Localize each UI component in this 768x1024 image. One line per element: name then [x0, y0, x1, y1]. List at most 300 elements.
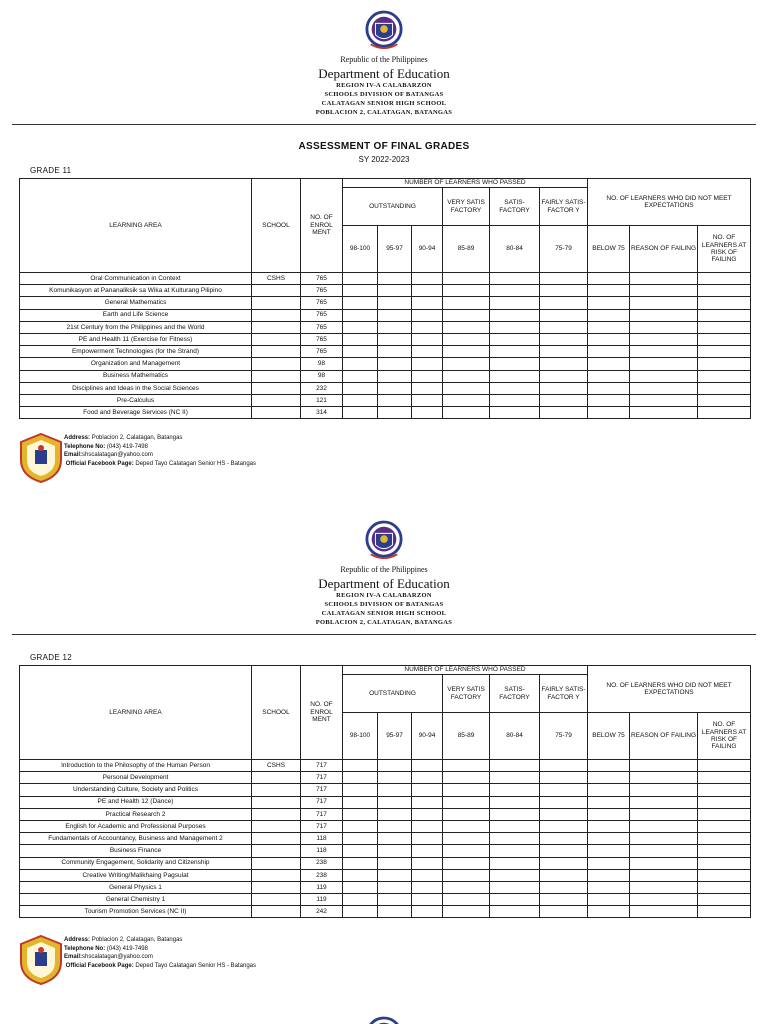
empty-cell	[443, 309, 490, 321]
table-row	[20, 309, 751, 321]
footer-fb: Deped Tayo Calatagan Senior HS - Batangas	[135, 460, 257, 467]
empty-cell	[588, 845, 630, 857]
empty-cell	[630, 285, 698, 297]
empty-cell	[630, 297, 698, 309]
table-row	[20, 333, 751, 345]
empty-cell	[412, 297, 443, 309]
empty-cell	[412, 370, 443, 382]
fairly-satisfactory-header: FAIRLY SATIS- FACTOR Y	[540, 188, 588, 226]
school-footer	[18, 934, 418, 986]
empty-cell	[588, 285, 630, 297]
enrolment-cell: 717	[301, 796, 343, 808]
footer-email: shscalatagan@yahoo.com	[82, 452, 153, 459]
school-cell	[252, 358, 301, 370]
school-cell	[252, 285, 301, 297]
empty-cell	[630, 784, 698, 796]
empty-cell	[540, 906, 588, 918]
empty-cell	[343, 285, 378, 297]
region-line: REGION IV-A CALABARZON	[336, 592, 432, 599]
school-cell	[252, 881, 301, 893]
empty-cell	[588, 881, 630, 893]
empty-cell	[343, 297, 378, 309]
empty-cell	[343, 906, 378, 918]
empty-cell	[588, 370, 630, 382]
empty-cell	[343, 333, 378, 345]
empty-cell	[443, 394, 490, 406]
address-label: Address:	[64, 435, 91, 441]
learning-area-cell: Practical Research 2	[20, 808, 252, 820]
empty-cell	[588, 346, 630, 358]
learning-area-cell: Business Finance	[20, 845, 252, 857]
enrolment-header: NO. OF ENROL MENT	[301, 179, 343, 273]
learning-area-cell: General Chemistry 1	[20, 894, 252, 906]
empty-cell	[630, 808, 698, 820]
learning-area-cell: Business Mathematics	[20, 370, 252, 382]
empty-cell	[412, 358, 443, 370]
satisfactory-header: SATIS- FACTORY	[490, 188, 540, 226]
empty-cell	[540, 820, 588, 832]
range-95-97: 95-97	[378, 226, 412, 273]
empty-cell	[588, 833, 630, 845]
empty-cell	[343, 820, 378, 832]
empty-cell	[588, 772, 630, 784]
empty-cell	[630, 894, 698, 906]
empty-cell	[378, 857, 412, 869]
learning-area-cell: Komunikasyon at Pananaliksik sa Wika at Kulturang Pilipino	[20, 285, 252, 297]
table-row	[20, 760, 751, 772]
empty-cell	[490, 358, 540, 370]
empty-cell	[540, 309, 588, 321]
empty-cell	[540, 407, 588, 419]
footer-phone: (043) 419-7498	[106, 945, 148, 952]
empty-cell	[412, 273, 443, 285]
empty-cell	[490, 881, 540, 893]
empty-cell	[490, 808, 540, 820]
table-row	[20, 796, 751, 808]
empty-cell	[490, 309, 540, 321]
department-line: Department of Education	[318, 576, 450, 591]
empty-cell	[698, 321, 751, 333]
empty-cell	[630, 333, 698, 345]
school-cell	[252, 906, 301, 918]
empty-cell	[698, 370, 751, 382]
empty-cell	[378, 297, 412, 309]
empty-cell	[588, 382, 630, 394]
learning-area-cell: General Physics 1	[20, 881, 252, 893]
school-cell	[252, 857, 301, 869]
empty-cell	[378, 273, 412, 285]
empty-cell	[540, 333, 588, 345]
range-98-100: 98-100	[343, 226, 378, 273]
table-row	[20, 869, 751, 881]
footer-address: Poblacion 2, Calatagan, Batangas	[91, 937, 183, 943]
empty-cell	[588, 796, 630, 808]
reason-header: REASON OF FAILING	[630, 713, 698, 760]
empty-cell	[443, 820, 490, 832]
learning-area-cell: Personal Development	[20, 772, 252, 784]
empty-cell	[698, 784, 751, 796]
empty-cell	[630, 881, 698, 893]
school-cell: CSHS	[252, 760, 301, 772]
empty-cell	[630, 869, 698, 881]
empty-cell	[443, 346, 490, 358]
enrolment-cell: 121	[301, 394, 343, 406]
empty-cell	[412, 394, 443, 406]
empty-cell	[698, 285, 751, 297]
school-cell	[252, 796, 301, 808]
empty-cell	[540, 845, 588, 857]
empty-cell	[490, 784, 540, 796]
table-row	[20, 407, 751, 419]
empty-cell	[443, 833, 490, 845]
grades-body-11	[20, 273, 751, 419]
table-row	[20, 845, 751, 857]
enrolment-cell: 238	[301, 857, 343, 869]
empty-cell	[540, 772, 588, 784]
empty-cell	[630, 358, 698, 370]
school-cell	[252, 297, 301, 309]
empty-cell	[443, 407, 490, 419]
empty-cell	[343, 346, 378, 358]
republic-line: Republic of the Philippines	[340, 565, 428, 574]
grades-body-12	[20, 760, 751, 918]
empty-cell	[443, 906, 490, 918]
empty-cell	[630, 760, 698, 772]
fb-label: Official Facebook Page:	[65, 460, 134, 467]
empty-cell	[343, 394, 378, 406]
school-cell	[252, 784, 301, 796]
empty-cell	[412, 881, 443, 893]
empty-cell	[698, 894, 751, 906]
address-line: POBLACION 2, CALATAGAN, BATANGAS	[315, 619, 453, 626]
learning-area-cell: Creative Writing/Malikhaing Pagsulat	[20, 869, 252, 881]
learning-area-cell: Pre-Calculus	[20, 394, 252, 406]
empty-cell	[412, 309, 443, 321]
range-85-89: 85-89	[443, 226, 490, 273]
empty-cell	[412, 894, 443, 906]
school-logo-icon	[18, 934, 64, 986]
table-row	[20, 297, 751, 309]
table-row	[20, 784, 751, 796]
school-cell	[252, 321, 301, 333]
empty-cell	[698, 845, 751, 857]
table-row	[20, 857, 751, 869]
school-year: SY 2022-2023	[358, 155, 410, 164]
footer-address: Poblacion 2, Calatagan, Batangas	[91, 435, 183, 441]
empty-cell	[588, 857, 630, 869]
empty-cell	[540, 894, 588, 906]
enrolment-cell: 765	[301, 321, 343, 333]
empty-cell	[490, 333, 540, 345]
deped-seal-icon	[365, 10, 403, 52]
empty-cell	[443, 857, 490, 869]
header-divider	[12, 634, 756, 635]
empty-cell	[630, 321, 698, 333]
empty-cell	[630, 833, 698, 845]
empty-cell	[588, 820, 630, 832]
empty-cell	[698, 808, 751, 820]
empty-cell	[490, 869, 540, 881]
school-cell	[252, 309, 301, 321]
empty-cell	[378, 784, 412, 796]
passed-header: NUMBER OF LEARNERS WHO PASSED	[343, 179, 588, 188]
enrolment-cell: 765	[301, 273, 343, 285]
empty-cell	[630, 346, 698, 358]
school-cell	[252, 407, 301, 419]
table-row	[20, 346, 751, 358]
empty-cell	[698, 772, 751, 784]
empty-cell	[412, 760, 443, 772]
empty-cell	[540, 796, 588, 808]
division-line: SCHOOLS DIVISION OF BATANGAS	[324, 601, 444, 608]
school-cell	[252, 845, 301, 857]
table-row	[20, 833, 751, 845]
learning-area-cell: 21st Century from the Philippines and the World	[20, 321, 252, 333]
school-cell	[252, 346, 301, 358]
empty-cell	[630, 394, 698, 406]
empty-cell	[443, 297, 490, 309]
empty-cell	[343, 273, 378, 285]
table-row	[20, 358, 751, 370]
empty-cell	[412, 796, 443, 808]
empty-cell	[378, 772, 412, 784]
empty-cell	[698, 820, 751, 832]
empty-cell	[412, 906, 443, 918]
department-line: Department of Education	[318, 66, 450, 81]
empty-cell	[412, 833, 443, 845]
empty-cell	[588, 297, 630, 309]
learning-area-cell: Empowerment Technologies (for the Strand)	[20, 346, 252, 358]
empty-cell	[343, 808, 378, 820]
empty-cell	[343, 857, 378, 869]
empty-cell	[698, 297, 751, 309]
empty-cell	[378, 321, 412, 333]
empty-cell	[443, 382, 490, 394]
empty-cell	[378, 833, 412, 845]
learning-area-cell: General Mathematics	[20, 297, 252, 309]
enrolment-cell: 765	[301, 346, 343, 358]
school-footer	[18, 432, 418, 484]
empty-cell	[630, 407, 698, 419]
enrolment-cell: 118	[301, 833, 343, 845]
empty-cell	[343, 869, 378, 881]
email-label: Email:	[64, 954, 83, 961]
division-line: SCHOOLS DIVISION OF BATANGAS	[324, 91, 444, 98]
empty-cell	[443, 333, 490, 345]
learning-area-cell: Organization and Management	[20, 358, 252, 370]
empty-cell	[343, 321, 378, 333]
empty-cell	[443, 784, 490, 796]
empty-cell	[540, 358, 588, 370]
footer-fb: Deped Tayo Calatagan Senior HS - Batangas	[135, 962, 257, 969]
very-satisfactory-header: VERY SATIS FACTORY	[443, 675, 490, 713]
enrolment-cell: 717	[301, 784, 343, 796]
below-75-header: BELOW 75	[588, 713, 630, 760]
empty-cell	[698, 833, 751, 845]
page-title: ASSESSMENT OF FINAL GRADES	[298, 141, 470, 152]
empty-cell	[343, 370, 378, 382]
grade-label: GRADE 12	[30, 653, 72, 662]
table-row	[20, 808, 751, 820]
learning-area-cell: Food and Beverage Services (NC II)	[20, 407, 252, 419]
address-label: Address:	[64, 937, 91, 943]
at-risk-header: NO. OF LEARNERS AT RISK OF FAILING	[698, 226, 751, 273]
grades-table-12	[19, 665, 751, 918]
empty-cell	[698, 857, 751, 869]
empty-cell	[378, 820, 412, 832]
table-row	[20, 894, 751, 906]
empty-cell	[540, 382, 588, 394]
empty-cell	[443, 760, 490, 772]
range-85-89: 85-89	[443, 713, 490, 760]
enrolment-cell: 98	[301, 370, 343, 382]
enrolment-cell: 119	[301, 894, 343, 906]
enrolment-cell: 232	[301, 382, 343, 394]
school-line: CALATAGAN SENIOR HIGH SCHOOL	[321, 100, 447, 107]
empty-cell	[698, 346, 751, 358]
empty-cell	[343, 760, 378, 772]
empty-cell	[588, 407, 630, 419]
empty-cell	[443, 894, 490, 906]
reason-header: REASON OF FAILING	[630, 226, 698, 273]
empty-cell	[698, 309, 751, 321]
learning-area-cell: Understanding Culture, Society and Politics	[20, 784, 252, 796]
enrolment-cell: 98	[301, 358, 343, 370]
outstanding-header: OUTSTANDING	[343, 675, 443, 713]
enrolment-header: NO. OF ENROL MENT	[301, 666, 343, 760]
empty-cell	[490, 273, 540, 285]
table-row	[20, 273, 751, 285]
empty-cell	[698, 869, 751, 881]
school-cell	[252, 382, 301, 394]
empty-cell	[698, 881, 751, 893]
empty-cell	[343, 309, 378, 321]
empty-cell	[378, 808, 412, 820]
range-98-100: 98-100	[343, 713, 378, 760]
empty-cell	[588, 273, 630, 285]
school-cell	[252, 820, 301, 832]
empty-cell	[540, 285, 588, 297]
phone-label: Telephone No:	[64, 443, 106, 450]
empty-cell	[698, 382, 751, 394]
empty-cell	[540, 869, 588, 881]
empty-cell	[343, 784, 378, 796]
empty-cell	[412, 820, 443, 832]
empty-cell	[343, 894, 378, 906]
empty-cell	[343, 772, 378, 784]
empty-cell	[698, 760, 751, 772]
empty-cell	[343, 796, 378, 808]
empty-cell	[490, 382, 540, 394]
empty-cell	[412, 845, 443, 857]
empty-cell	[443, 881, 490, 893]
empty-cell	[630, 370, 698, 382]
empty-cell	[490, 796, 540, 808]
enrolment-cell: 314	[301, 407, 343, 419]
learning-area-cell: Oral Communication in Context	[20, 273, 252, 285]
passed-header: NUMBER OF LEARNERS WHO PASSED	[343, 666, 588, 675]
enrolment-cell: 238	[301, 869, 343, 881]
empty-cell	[378, 760, 412, 772]
enrolment-cell: 717	[301, 760, 343, 772]
school-header: SCHOOL	[252, 179, 301, 273]
satisfactory-header: SATIS- FACTORY	[490, 675, 540, 713]
empty-cell	[443, 273, 490, 285]
empty-cell	[540, 346, 588, 358]
school-line: CALATAGAN SENIOR HIGH SCHOOL	[321, 610, 447, 617]
empty-cell	[630, 309, 698, 321]
enrolment-cell: 717	[301, 772, 343, 784]
empty-cell	[540, 808, 588, 820]
empty-cell	[412, 407, 443, 419]
empty-cell	[412, 857, 443, 869]
school-cell	[252, 808, 301, 820]
grade-label: GRADE 11	[30, 166, 72, 175]
learning-area-cell: Earth and Life Science	[20, 309, 252, 321]
enrolment-cell: 118	[301, 845, 343, 857]
school-cell	[252, 833, 301, 845]
empty-cell	[412, 808, 443, 820]
learning-area-cell: Community Engagement, Solidarity and Citizenship	[20, 857, 252, 869]
learning-area-cell: Fundamentals of Accountancy, Business and Management 2	[20, 833, 252, 845]
empty-cell	[490, 285, 540, 297]
empty-cell	[490, 370, 540, 382]
empty-cell	[443, 808, 490, 820]
empty-cell	[490, 894, 540, 906]
empty-cell	[540, 273, 588, 285]
empty-cell	[443, 772, 490, 784]
learning-area-cell: English for Academic and Professional Purposes	[20, 820, 252, 832]
empty-cell	[540, 321, 588, 333]
empty-cell	[412, 784, 443, 796]
empty-cell	[490, 394, 540, 406]
at-risk-header: NO. OF LEARNERS AT RISK OF FAILING	[698, 713, 751, 760]
empty-cell	[540, 784, 588, 796]
region-line: REGION IV-A CALABARZON	[336, 82, 432, 89]
range-80-84: 80-84	[490, 226, 540, 273]
empty-cell	[378, 881, 412, 893]
learning-area-header: LEARNING AREA	[20, 666, 252, 760]
table-row	[20, 370, 751, 382]
empty-cell	[443, 796, 490, 808]
empty-cell	[588, 760, 630, 772]
school-cell: CSHS	[252, 273, 301, 285]
learning-area-header: LEARNING AREA	[20, 179, 252, 273]
enrolment-cell: 717	[301, 808, 343, 820]
empty-cell	[588, 358, 630, 370]
empty-cell	[588, 784, 630, 796]
empty-cell	[540, 857, 588, 869]
empty-cell	[698, 796, 751, 808]
empty-cell	[490, 845, 540, 857]
range-75-79: 75-79	[540, 713, 588, 760]
empty-cell	[588, 309, 630, 321]
empty-cell	[698, 273, 751, 285]
empty-cell	[588, 333, 630, 345]
empty-cell	[588, 321, 630, 333]
learning-area-cell: PE and Health 11 (Exercise for Fitness)	[20, 333, 252, 345]
empty-cell	[490, 346, 540, 358]
email-label: Email:	[64, 452, 83, 459]
empty-cell	[378, 407, 412, 419]
school-cell	[252, 394, 301, 406]
school-cell	[252, 333, 301, 345]
table-row	[20, 382, 751, 394]
empty-cell	[343, 407, 378, 419]
empty-cell	[630, 796, 698, 808]
range-80-84: 80-84	[490, 713, 540, 760]
not-meet-header: NO. OF LEARNERS WHO DID NOT MEET EXPECTATIONS	[588, 666, 751, 713]
